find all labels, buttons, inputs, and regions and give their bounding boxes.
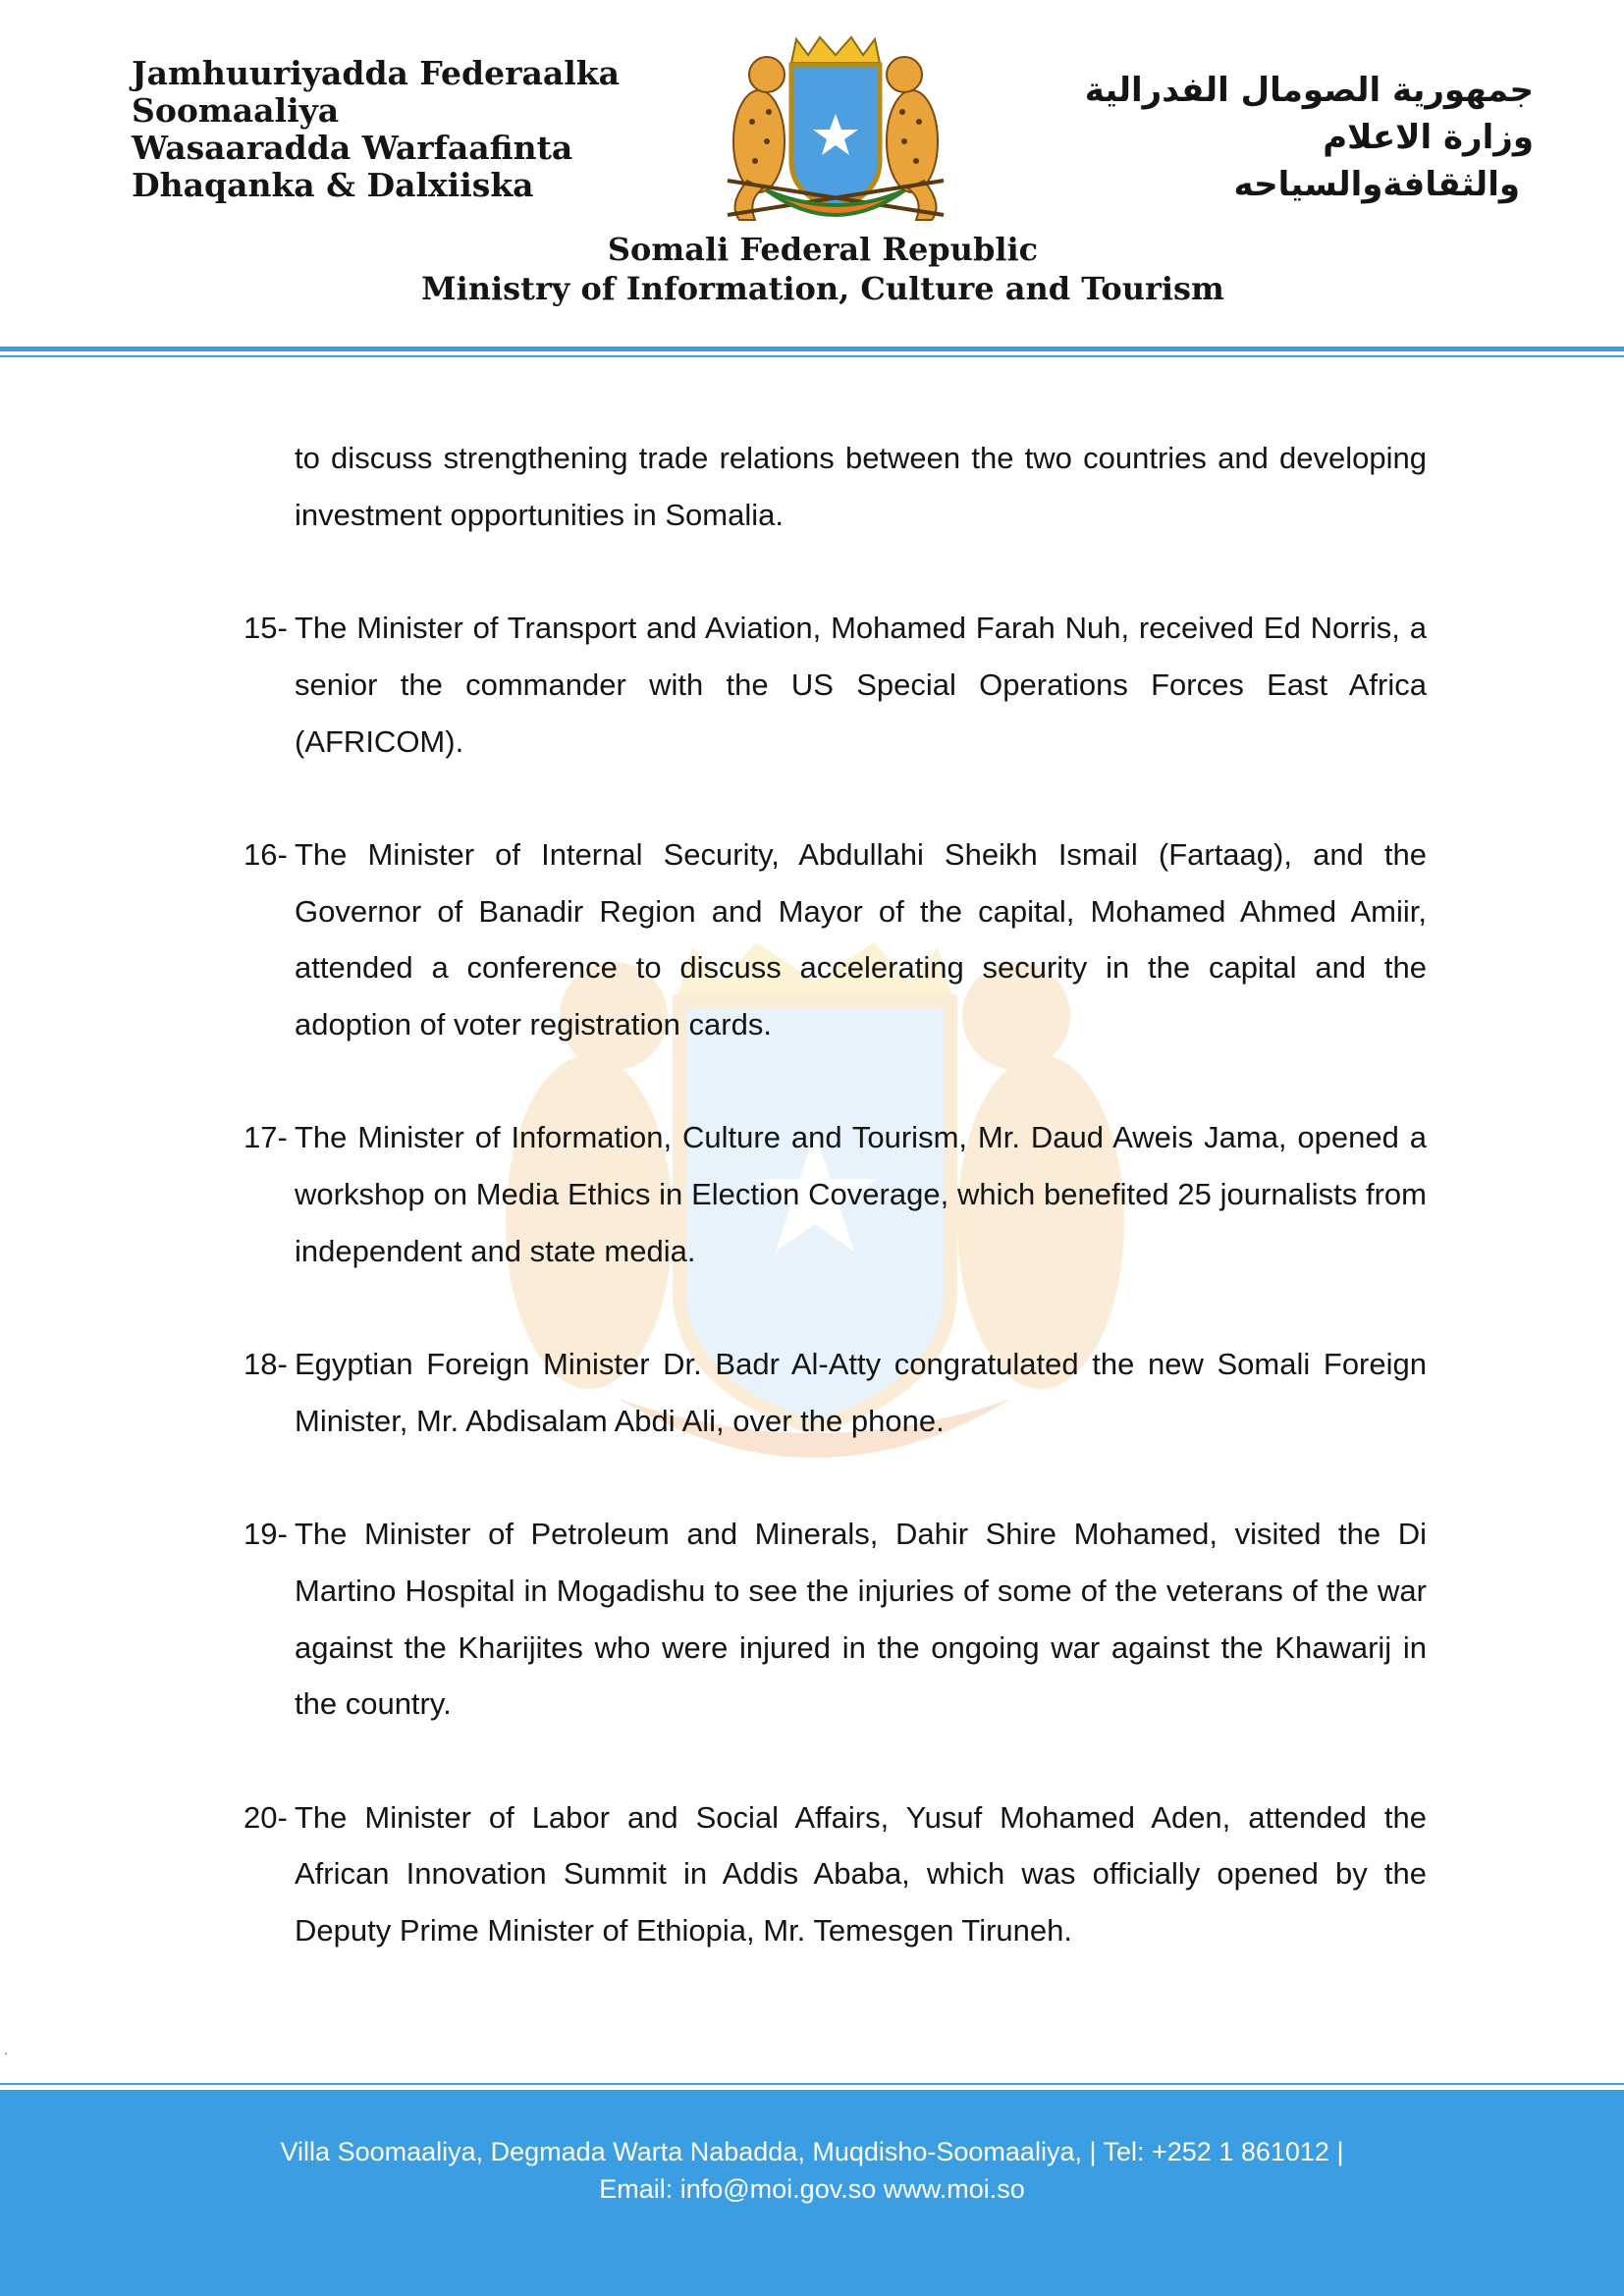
somali-line: Soomaaliya (132, 91, 340, 130)
footer-divider (0, 2083, 1624, 2085)
list-item (244, 1789, 1427, 1959)
arabic-ministry-name (1085, 67, 1534, 208)
item-text: The Minister of Transport and Aviation, Mohamed Farah Nuh, received Ed Norris, a senior the commander with the US Special Operations Forces East Africa (AFRICOM). (295, 611, 1427, 759)
ministry-title (0, 230, 1624, 308)
paragraph-text: to discuss strengthening trade relations between the two countries and developing investment opportunities in Somalia. (295, 441, 1427, 532)
footer (0, 2090, 1624, 2296)
item-text: Egyptian Foreign Minister Dr. Badr Al-Atty congratulated the new Somali Foreign Minister, Mr. Abdisalam Abdi Ali, over the phone. (295, 1347, 1427, 1438)
item-number: 16- (244, 836, 288, 872)
somali-line: Wasaaradda Warfaafinta (132, 129, 573, 167)
list-item (244, 1109, 1427, 1279)
somalia-coat-of-arms-logo (698, 33, 973, 230)
header-divider-thin (0, 355, 1624, 357)
stray-mark: . (4, 2042, 8, 2057)
item-text: The Minister of Internal Security, Abdullahi Sheikh Ismail (Fartaag), and the Governor of Banadir Region and Mayor of the capital, Mohamed Ahmed Amiir, attended a conference to discuss accelerating security in the capital and the adoption of voter registration cards. (295, 836, 1427, 1041)
footer-website-link[interactable]: www.moi.so (883, 2174, 1025, 2204)
document-body (244, 430, 1427, 1959)
footer-address: Villa Soomaaliya, Degmada Warta Nabadda, Muqdisho-Soomaaliya, | Tel: +252 1 861012 | (280, 2137, 1344, 2166)
item-number: 18- (244, 1347, 288, 1382)
list-item (244, 1336, 1427, 1449)
arabic-line: جمهورية الصومال الفدرالية (1084, 71, 1534, 110)
somali-line: Dhaqanka & Dalxiiska (132, 166, 534, 204)
somali-ministry-name (132, 55, 620, 204)
list-item (244, 600, 1427, 770)
footer-email[interactable]: Email: info@moi.gov.so (599, 2174, 877, 2204)
item-number: 20- (244, 1799, 288, 1835)
item-number: 19- (244, 1517, 288, 1552)
item-text: The Minister of Labor and Social Affairs, Yusuf Mohamed Aden, attended the African Innovation Summit in Addis Ababa, which was officially opened by the Deputy Prime Minister of Ethiopia, Mr. Temesgen Tiruneh. (295, 1799, 1427, 1949)
somali-line: Jamhuuriyadda Federaalka (132, 54, 621, 92)
item-number: 15- (244, 611, 288, 646)
list-item (244, 1506, 1427, 1733)
item-text: The Minister of Petroleum and Minerals, Dahir Shire Mohamed, visited the Di Martino Hospital in Mogadishu to see the injuries of some of the veterans of the war against the Kharijites who were injured in the ongoing war against the Khawarij in the country. (295, 1517, 1427, 1722)
republic-title: Somali Federal Republic (607, 231, 1039, 268)
letterhead (0, 0, 1624, 353)
item-text: The Minister of Information, Culture and Tourism, Mr. Daud Aweis Jama, opened a workshop on Media Ethics in Election Coverage, which benefited 25 journalists from independent and state media. (295, 1120, 1427, 1268)
header-divider (0, 347, 1624, 351)
footer-contact (0, 2170, 1624, 2208)
ministry-subtitle: Ministry of Information, Culture and Tourism (421, 270, 1224, 307)
paragraph-continuation (244, 430, 1427, 543)
list-item (244, 827, 1427, 1053)
arabic-line: والثقافةوالسياحه (1233, 165, 1520, 204)
arabic-line: وزارة الاعلام (1323, 118, 1534, 157)
item-number: 17- (244, 1120, 288, 1155)
